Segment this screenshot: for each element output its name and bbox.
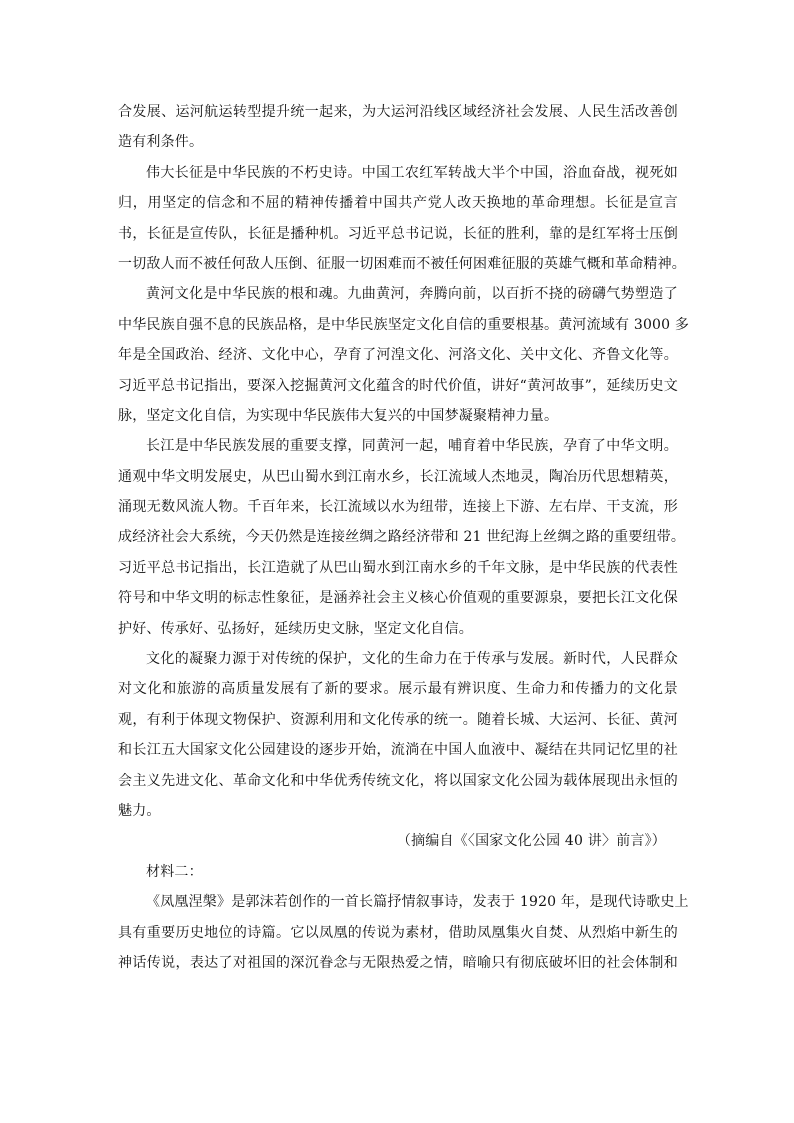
text-line: 魅力。 (118, 802, 161, 819)
text-line: 护好、传承好、弘扬好，延续历史文脉，坚定文化自信。 (118, 620, 473, 637)
text-line: 习近平总书记指出，长江造就了从巴山蜀水到江南水乡的千年文脉，是中华民族的代表性 (118, 559, 678, 576)
text-line: 观，有利于体现文物保护、资源利用和文化传承的统一。随着长城、大运河、长征、黄河 (118, 711, 678, 728)
text-line: 会主义先进文化、革命文化和中华优秀传统文化，将以国家文化公园为载体展现出永恒的 (118, 772, 678, 789)
text-line: 中华民族自强不息的民族品格，是中华民族坚定文化自信的重要根基。黄河流域有 3000 多 (118, 316, 690, 333)
text-line: 具有重要历史地位的诗篇。它以凤凰的传说为素材，借助凤凰集火自焚、从烈焰中新生的 (118, 924, 678, 941)
text-line: 造有利条件。 (118, 134, 204, 151)
text-line: 通观中华文明发展史，从巴山蜀水到江南水乡，长江流域人杰地灵，陶冶历代思想精英， (118, 468, 678, 485)
text-line: 和长江五大国家文化公园建设的逐步开始，流淌在中国人血液中、凝结在共同记忆里的社 (118, 742, 678, 759)
text-line: 黄河文化是中华民族的根和魂。九曲黄河，奔腾向前，以百折不挠的磅礴气势塑造了 (146, 286, 678, 303)
document-page (118, 97, 690, 978)
text-line: 习近平总书记指出，要深入挖掘黄河文化蕴含的时代价值，讲好“黄河故事”，延续历史文 (118, 377, 678, 394)
text-line: 脉，坚定文化自信，为实现中华民族伟大复兴的中国梦凝聚精神力量。 (118, 407, 559, 424)
text-line: 长江是中华民族发展的重要支撑，同黄河一起，哺育着中华民族，孕育了中华文明。 (146, 438, 678, 455)
text-line: 伟大长征是中华民族的不朽史诗。中国工农红军转战大半个中国，浴血奋战，视死如 (146, 164, 678, 181)
text-line: 对文化和旅游的高质量发展有了新的要求。展示最有辨识度、生命力和传播力的文化景 (118, 681, 678, 698)
text-line: 神话传说，表达了对祖国的深沉眷念与无限热爱之情，暗喻只有彻底破坏旧的社会体制和 (118, 954, 678, 971)
text-line: 文化的凝聚力源于对传统的保护，文化的生命力在于传承与发展。新时代，人民群众 (146, 651, 678, 668)
text-line: 归，用坚定的信念和不屈的精神传播着中国共产党人改天换地的革命理想。长征是宣言 (118, 195, 678, 212)
text-line: 《凤凰涅槃》是郭沫若创作的一首长篇抒情叙事诗，发表于 1920 年，是现代诗歌史上 (146, 894, 689, 911)
text-line: 成经济社会大系统，今天仍然是连接丝绸之路经济带和 21 世纪海上丝绸之路的重要纽带。 (118, 529, 686, 546)
text-line: 书，长征是宣传队，长征是播种机。习近平总书记说，长征的胜利，靠的是红军将士压倒 (118, 225, 678, 242)
source-citation: （摘编自《〈国家文化公园 40 讲〉前言》） (396, 833, 666, 850)
text-line: 符号和中华文明的标志性象征，是涵养社会主义核心价值观的重要源泉，要把长江文化保 (118, 590, 678, 607)
text-line: 一切敌人而不被任何敌人压倒、征服一切困难而不被任何困难征服的英雄气概和革命精神。 (118, 255, 686, 272)
text-line: 涌现无数风流人物。千百年来，长江流域以水为纽带，连接上下游、左右岸、干支流，形 (118, 499, 678, 516)
section-heading: 材料二： (146, 863, 203, 880)
text-line: 年是全国政治、经济、文化中心，孕育了河湟文化、河洛文化、关中文化、齐鲁文化等。 (118, 347, 678, 364)
text-line: 合发展、运河航运转型提升统一起来，为大运河沿线区域经济社会发展、人民生活改善创 (118, 104, 678, 120)
